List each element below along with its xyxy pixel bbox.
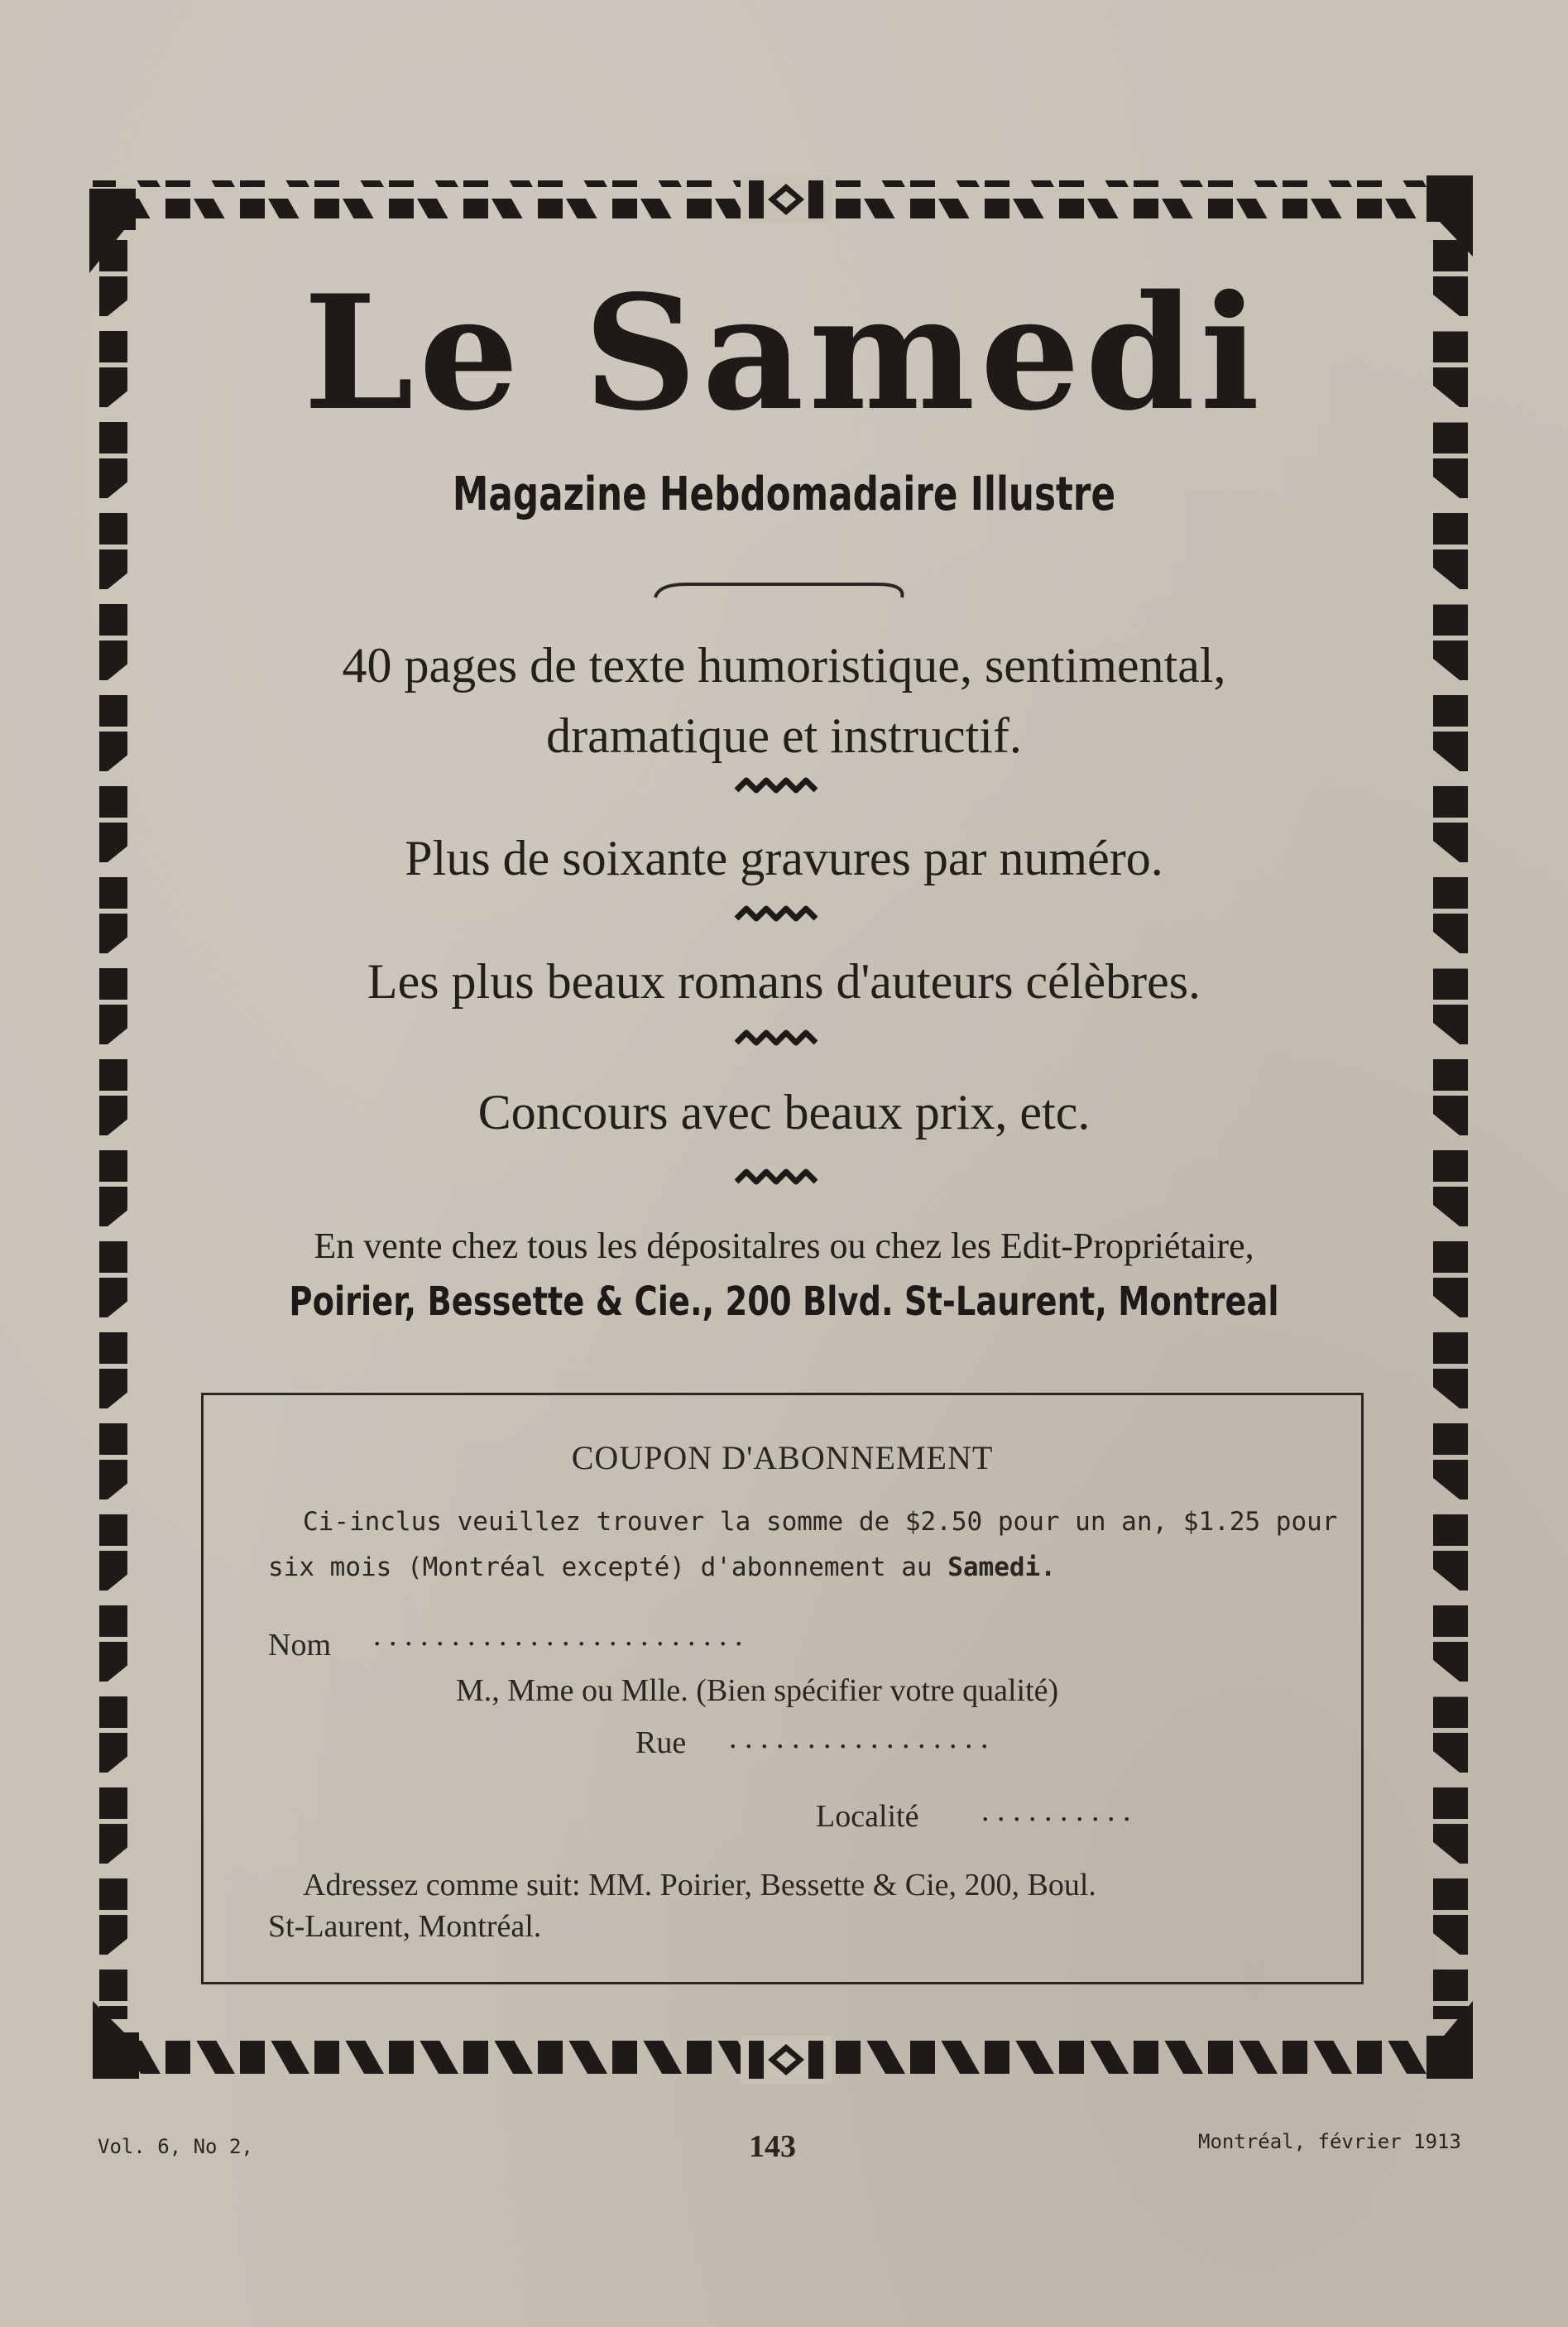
sales-line: En vente chez tous les dépositalres ou chez les Edit-Propriétaire,: [314, 1226, 1254, 1266]
feature-line: Concours avec beaux prix, etc.: [477, 1085, 1091, 1140]
street-field-label: Rue: [635, 1725, 687, 1760]
page-number: 143: [749, 2129, 796, 2164]
name-field-hint: M., Mme ou Mlle. (Bien spécifier votre qualité): [456, 1673, 1059, 1708]
feature-line: 40 pages de texte humoristique, sentimental,: [342, 638, 1226, 693]
mailing-address: Adressez comme suit: MM. Poirier, Bessette & Cie, 200, Boul.: [303, 1868, 1096, 1902]
subscription-coupon: [201, 1393, 1364, 1984]
name-field-label: Nom: [268, 1628, 331, 1662]
border-top: [93, 175, 1466, 223]
publisher-address: Poirier, Bessette & Cie., 200 Blvd. St-Laurent, Montreal: [289, 1279, 1279, 1325]
name-field-dots: . . . . . . . . . . . . . . . . . . . . . . . .: [373, 1618, 743, 1653]
issue-date: Montréal, février 1913: [1198, 2130, 1461, 2153]
mailing-address: St-Laurent, Montréal.: [268, 1909, 542, 1944]
locality-field-label: Localité: [816, 1799, 919, 1834]
volume-number: Vol. 6, No 2,: [98, 2135, 253, 2158]
coupon-title: COUPON D'ABONNEMENT: [571, 1439, 994, 1476]
magazine-subtitle: Magazine Hebdomadaire Illustre: [452, 468, 1116, 521]
ornamental-rule: [655, 584, 902, 597]
magazine-title: Le Samedi: [303, 261, 1265, 445]
street-field-dots: . . . . . . . . . . . . . . . . .: [729, 1720, 989, 1755]
coupon-text: six mois (Montréal excepté) d'abonnement au Samedi.: [268, 1552, 1056, 1582]
feature-line: Les plus beaux romans d'auteurs célèbres.: [367, 954, 1201, 1009]
feature-line: Plus de soixante gravures par numéro.: [405, 831, 1163, 885]
locality-field-dots: . . . . . . . . . .: [981, 1793, 1131, 1828]
border-bottom: [93, 2036, 1466, 2084]
coupon-text: Ci-inclus veuillez trouver la somme de $2.50 pour un an, $1.25 pour: [303, 1507, 1338, 1537]
feature-line: dramatique et instructif.: [546, 708, 1022, 763]
